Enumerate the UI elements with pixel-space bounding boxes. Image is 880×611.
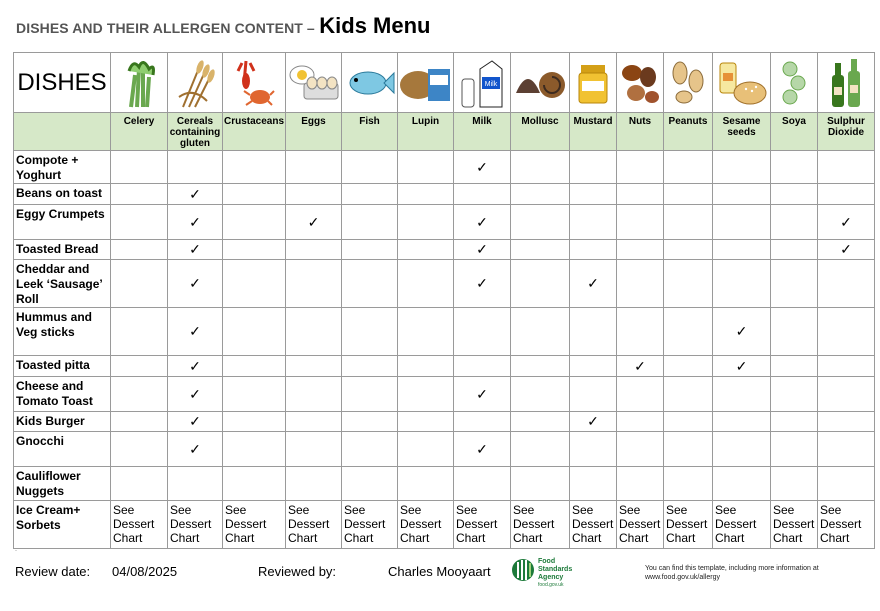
allergen-label: Mustard (570, 113, 617, 151)
allergen-cell (223, 308, 286, 356)
fsa-url: food.gov.uk (538, 582, 564, 588)
allergen-cell (111, 432, 168, 467)
review-date: 04/08/2025 (112, 564, 178, 579)
tick-mark: ✓ (189, 185, 201, 202)
allergen-cell (454, 205, 511, 240)
dish-row (14, 432, 875, 467)
allergen-icon-cell (168, 53, 223, 113)
wine-bottle-icon (818, 57, 874, 109)
allergen-cell (168, 151, 223, 184)
allergen-cell (713, 432, 771, 467)
allergen-cell (342, 184, 398, 205)
allergen-cell (286, 377, 342, 412)
allergen-cell (818, 151, 875, 184)
tick-mark: ✓ (189, 413, 201, 429)
allergen-cell (342, 260, 398, 308)
allergen-icon-cell (286, 53, 342, 113)
allergen-cell (570, 205, 617, 240)
see-dessert-chart-cell: See Dessert Chart (168, 501, 223, 549)
allergen-cell (664, 467, 713, 501)
allergen-cell (111, 377, 168, 412)
allergen-cell (818, 377, 875, 412)
allergen-cell (398, 205, 454, 240)
allergen-cell (570, 240, 617, 260)
dish-name: Toasted Bread (14, 240, 111, 260)
sesame-icon (713, 59, 770, 107)
allergen-cell (664, 184, 713, 205)
allergen-icon-cell (342, 53, 398, 113)
dish-name: Eggy Crumpets (14, 205, 111, 240)
allergen-icon-cell (398, 53, 454, 113)
allergen-cell (771, 432, 818, 467)
allergen-icon-cell (771, 53, 818, 113)
see-dessert-chart-cell: See Dessert Chart (570, 501, 617, 549)
allergen-cell (342, 377, 398, 412)
allergen-cell (342, 205, 398, 240)
allergen-cell (713, 184, 771, 205)
allergen-cell (771, 260, 818, 308)
allergen-cell (454, 308, 511, 356)
allergen-cell (286, 205, 342, 240)
allergen-cell (771, 356, 818, 377)
dish-row (14, 260, 875, 308)
see-dessert-chart-cell: See Dessert Chart (223, 501, 286, 549)
allergen-icon-cell (664, 53, 713, 113)
allergen-cell (771, 377, 818, 412)
dish-row (14, 356, 875, 377)
fish-icon (342, 65, 397, 101)
allergen-cell (664, 240, 713, 260)
tick-mark: ✓ (189, 440, 201, 457)
tick-mark: ✓ (189, 275, 201, 291)
allergen-icon-cell (511, 53, 570, 113)
tick-mark: ✓ (476, 213, 488, 230)
see-dessert-chart-cell: See Dessert Chart (818, 501, 875, 549)
allergen-label: Celery (111, 113, 168, 151)
allergen-icon-cell (713, 53, 771, 113)
reviewed-by-label: Reviewed by: (258, 564, 337, 579)
allergen-cell (617, 412, 664, 432)
allergen-cell (223, 412, 286, 432)
see-dessert-chart-cell: See Dessert Chart (511, 501, 570, 549)
dish-row (14, 377, 875, 412)
label-row-blank (14, 113, 111, 151)
allergen-label: Milk (454, 113, 511, 151)
allergen-icon-cell (617, 53, 664, 113)
allergen-cell (713, 240, 771, 260)
allergen-cell (511, 184, 570, 205)
review-date-label: Review date: (15, 564, 91, 579)
eggs-icon (286, 61, 341, 105)
dishes-header: DISHES (14, 53, 111, 113)
allergen-cell (617, 432, 664, 467)
allergen-cell (223, 205, 286, 240)
allergen-table (13, 52, 875, 549)
allergen-cell (511, 377, 570, 412)
dish-name: Hummus and Veg sticks (14, 308, 111, 356)
allergen-cell (511, 412, 570, 432)
allergen-cell (511, 260, 570, 308)
allergen-cell (570, 467, 617, 501)
allergen-label: Nuts (617, 113, 664, 151)
allergen-cell (771, 205, 818, 240)
allergen-cell (617, 467, 664, 501)
allergen-cell (168, 308, 223, 356)
allergen-cell (713, 467, 771, 501)
allergen-cell (454, 184, 511, 205)
allergen-cell (223, 432, 286, 467)
dish-row (14, 501, 875, 549)
title-main: Kids Menu (319, 13, 431, 38)
allergen-cell (454, 356, 511, 377)
lupin-flour-icon (398, 61, 453, 105)
allergen-cell (111, 308, 168, 356)
allergen-cell (342, 356, 398, 377)
allergen-cell (111, 412, 168, 432)
peanuts-icon (664, 59, 712, 107)
see-dessert-chart-cell: See Dessert Chart (771, 501, 818, 549)
allergen-cell (664, 412, 713, 432)
allergen-cell (664, 356, 713, 377)
fsa-name: Food Standards Agency (538, 558, 573, 581)
allergen-cell (168, 467, 223, 501)
allergen-cell (286, 432, 342, 467)
tick-mark: ✓ (840, 241, 852, 257)
dish-row (14, 308, 875, 356)
allergen-cell (398, 260, 454, 308)
allergen-label: Crustaceans (223, 113, 286, 151)
allergen-cell (818, 205, 875, 240)
allergen-cell (111, 467, 168, 501)
allergen-label: Sulphur Dioxide (818, 113, 875, 151)
dish-name: Cheddar and Leek ‘Sausage’ Roll (14, 260, 111, 308)
allergen-cell (570, 151, 617, 184)
allergen-cell (570, 356, 617, 377)
svg-text:Milk: Milk (484, 80, 498, 88)
title-prefix: DISHES AND THEIR ALLERGEN CONTENT – (16, 20, 315, 36)
allergen-cell (342, 151, 398, 184)
allergen-cell (168, 205, 223, 240)
allergen-cell (223, 467, 286, 501)
tick-mark: ✓ (735, 323, 748, 339)
allergen-icon-cell (223, 53, 286, 113)
allergen-cell (771, 184, 818, 205)
tick-mark: ✓ (476, 275, 488, 291)
allergen-cell (286, 467, 342, 501)
allergen-cell (771, 240, 818, 260)
allergen-cell (617, 308, 664, 356)
footer-marker: - (15, 548, 17, 554)
allergen-cell (570, 377, 617, 412)
tick-mark: ✓ (476, 241, 488, 257)
allergen-cell (342, 412, 398, 432)
dish-name: Kids Burger (14, 412, 111, 432)
allergen-cell (818, 184, 875, 205)
allergen-cell (617, 240, 664, 260)
allergen-cell (818, 432, 875, 467)
allergen-cell (617, 260, 664, 308)
allergen-cell (398, 356, 454, 377)
allergen-cell (111, 184, 168, 205)
celery-icon (111, 57, 167, 109)
allergen-cell (111, 151, 168, 184)
tick-mark: ✓ (307, 213, 320, 230)
allergen-cell (454, 467, 511, 501)
allergen-cell (398, 240, 454, 260)
dish-name: Toasted pitta (14, 356, 111, 377)
allergen-cell (168, 412, 223, 432)
allergen-cell (511, 308, 570, 356)
allergen-cell (818, 240, 875, 260)
see-dessert-chart-cell: See Dessert Chart (111, 501, 168, 549)
milk-icon (454, 57, 510, 109)
allergen-cell (398, 151, 454, 184)
allergen-cell (713, 151, 771, 184)
allergen-cell (398, 412, 454, 432)
allergen-cell (771, 151, 818, 184)
allergen-cell (398, 432, 454, 467)
allergen-cell (511, 151, 570, 184)
allergen-cell (454, 260, 511, 308)
tick-mark: ✓ (735, 357, 748, 374)
allergen-cell (664, 432, 713, 467)
tick-mark: ✓ (189, 323, 201, 339)
tick-mark: ✓ (587, 275, 599, 291)
allergen-cell (771, 412, 818, 432)
allergen-cell (111, 205, 168, 240)
allergen-cell (511, 240, 570, 260)
allergen-cell (617, 151, 664, 184)
allergen-cell (664, 151, 713, 184)
allergen-cell (570, 184, 617, 205)
template-note: You can find this template, including more information at www.food.gov.uk/allergy (645, 565, 819, 581)
dish-row (14, 467, 875, 501)
allergen-cell (223, 151, 286, 184)
allergen-cell (713, 412, 771, 432)
allergen-cell (818, 412, 875, 432)
allergen-cell (713, 356, 771, 377)
allergen-label: Peanuts (664, 113, 713, 151)
allergen-cell (818, 308, 875, 356)
allergen-cell (398, 184, 454, 205)
allergen-cell (342, 240, 398, 260)
allergen-icon-cell (454, 53, 511, 113)
tick-mark: ✓ (587, 413, 599, 429)
allergen-cell (286, 184, 342, 205)
crab-lobster-icon (223, 57, 285, 109)
allergen-label: Soya (771, 113, 818, 151)
see-dessert-chart-cell: See Dessert Chart (342, 501, 398, 549)
allergen-cell (713, 377, 771, 412)
allergen-cell (511, 356, 570, 377)
allergen-cell (223, 240, 286, 260)
allergen-cell (398, 467, 454, 501)
allergen-cell (664, 308, 713, 356)
allergen-cell (286, 240, 342, 260)
allergen-cell (664, 260, 713, 308)
see-dessert-chart-cell: See Dessert Chart (617, 501, 664, 549)
see-dessert-chart-cell: See Dessert Chart (398, 501, 454, 549)
allergen-cell (818, 356, 875, 377)
allergen-cell (168, 377, 223, 412)
allergen-label: Mollusc (511, 113, 570, 151)
allergen-cell (223, 184, 286, 205)
dish-row (14, 151, 875, 184)
allergen-cell (511, 432, 570, 467)
allergen-cell (168, 240, 223, 260)
page-title (16, 13, 431, 39)
allergen-cell (617, 356, 664, 377)
tick-mark: ✓ (840, 213, 852, 230)
dish-name: Beans on toast (14, 184, 111, 205)
allergen-label: Lupin (398, 113, 454, 151)
allergen-label: Sesame seeds (713, 113, 771, 151)
allergen-cell (223, 260, 286, 308)
allergen-cell (617, 184, 664, 205)
allergen-cell (617, 205, 664, 240)
nuts-icon (617, 59, 663, 107)
tick-mark: ✓ (476, 440, 488, 457)
tick-mark: ✓ (476, 385, 488, 402)
see-dessert-chart-cell: See Dessert Chart (664, 501, 713, 549)
allergen-cell (398, 308, 454, 356)
allergen-cell (713, 260, 771, 308)
allergen-cell (342, 432, 398, 467)
allergen-cell (570, 412, 617, 432)
allergen-icon-cell (111, 53, 168, 113)
allergen-cell (818, 467, 875, 501)
allergen-cell (771, 308, 818, 356)
allergen-label: Eggs (286, 113, 342, 151)
shell-icon (511, 63, 569, 103)
tick-mark: ✓ (634, 357, 646, 374)
see-dessert-chart-cell: See Dessert Chart (454, 501, 511, 549)
allergen-cell (111, 260, 168, 308)
tick-mark: ✓ (189, 357, 201, 374)
allergen-cell (286, 308, 342, 356)
dish-row (14, 412, 875, 432)
allergen-cell (818, 260, 875, 308)
allergen-icon-cell (570, 53, 617, 113)
allergen-label: Fish (342, 113, 398, 151)
allergen-cell (511, 467, 570, 501)
allergen-cell (223, 377, 286, 412)
dish-row (14, 205, 875, 240)
allergen-cell (570, 432, 617, 467)
allergen-cell (342, 467, 398, 501)
reviewer-name: Charles Mooyaart (388, 564, 491, 579)
allergen-cell (570, 308, 617, 356)
allergen-cell (286, 151, 342, 184)
allergen-cell (771, 467, 818, 501)
dish-name: Ice Cream+ Sorbets (14, 501, 111, 549)
allergen-cell (168, 184, 223, 205)
allergen-cell (286, 412, 342, 432)
tick-mark: ✓ (189, 213, 201, 230)
tick-mark: ✓ (476, 158, 488, 175)
allergen-cell (454, 240, 511, 260)
soya-icon (771, 59, 817, 107)
allergen-cell (713, 205, 771, 240)
allergen-cell (223, 356, 286, 377)
allergen-cell (713, 308, 771, 356)
allergen-cell (286, 356, 342, 377)
allergen-cell (286, 260, 342, 308)
allergen-cell (664, 377, 713, 412)
see-dessert-chart-cell: See Dessert Chart (713, 501, 771, 549)
allergen-label: Cereals containing gluten (168, 113, 223, 151)
allergen-cell (454, 412, 511, 432)
allergen-cell (454, 432, 511, 467)
allergen-cell (342, 308, 398, 356)
allergen-cell (111, 240, 168, 260)
dish-name: Cheese and Tomato Toast (14, 377, 111, 412)
tick-mark: ✓ (189, 385, 201, 402)
allergen-cell (398, 377, 454, 412)
allergen-cell (617, 377, 664, 412)
allergen-cell (454, 377, 511, 412)
allergen-cell (454, 151, 511, 184)
allergen-icon-cell (818, 53, 875, 113)
dish-name: Cauliflower Nuggets (14, 467, 111, 501)
icon-row (14, 53, 875, 113)
allergen-cell (168, 432, 223, 467)
allergen-cell (111, 356, 168, 377)
tick-mark: ✓ (189, 241, 201, 257)
allergen-cell (168, 260, 223, 308)
allergen-label-row (14, 113, 875, 151)
dish-name: Gnocchi (14, 432, 111, 467)
dish-row (14, 240, 875, 260)
allergen-cell (570, 260, 617, 308)
allergen-cell (168, 356, 223, 377)
allergen-cell (511, 205, 570, 240)
see-dessert-chart-cell: See Dessert Chart (286, 501, 342, 549)
dish-row (14, 184, 875, 205)
wheat-icon (168, 57, 222, 109)
dish-name: Compote + Yoghurt (14, 151, 111, 184)
mustard-icon (570, 61, 616, 105)
allergen-cell (664, 205, 713, 240)
